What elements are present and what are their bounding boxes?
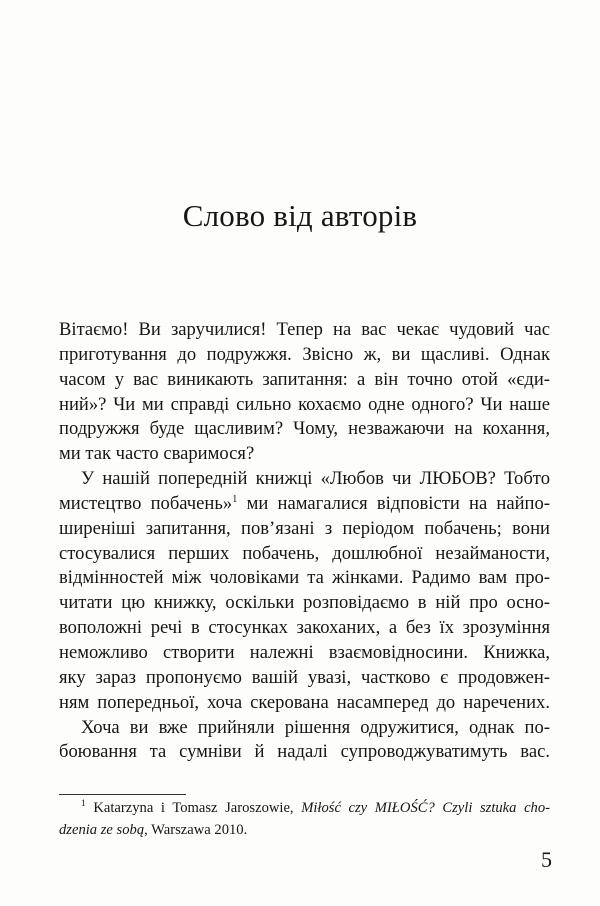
text-line: Вітаємо! Ви заручилися! Тепер на вас чекає чудовий час (59, 319, 550, 340)
text-fragment: ми намагалися відповісти на найпо- (246, 492, 550, 514)
footnote-divider (59, 794, 186, 795)
text-line: часом у вас виникають запитання: а він точно отой «єди- (59, 368, 550, 390)
footnote-authors: Katarzyna i Tomasz Jaroszowie, (93, 800, 294, 816)
text-line: У нашій попередній книжці «Любов чи ЛЮБОВ? Тобто (81, 468, 550, 490)
chapter-title: Слово від авторів (182, 198, 418, 233)
text-line: читати цю книжку, оскільки розповідаємо в ній про осно- (59, 592, 550, 614)
page-number: 5 (541, 847, 552, 872)
footnote-reference: 1 (232, 493, 238, 505)
text-line: приготування до подружжя. Звісно ж, ви щасливі. Однак (59, 343, 550, 365)
footnote-book-title: Miłość czy MIŁOŚĆ? Czyli sztuka cho- (301, 800, 550, 816)
text-line: подружжя буде щасливим? Чому, незважаючи на кохання, (59, 418, 550, 440)
text-line: ням попередньої, хоча скерована насамперед до наречених. (59, 691, 550, 713)
text-line: Хоча ви вже прийняли рішення одружитися, однак по- (81, 716, 550, 738)
footnote-book-title-cont: dzenia ze sobą (59, 821, 145, 838)
body-text (59, 318, 550, 765)
text-fragment: мистецтво побачень» (59, 492, 233, 514)
text-line: ми так часто сваримося? (59, 443, 255, 465)
footnote-line (59, 798, 550, 820)
footnote (59, 798, 550, 841)
text-line: боювання та сумніви й надалі супроводжуватимуть вас. (59, 741, 550, 763)
text-line: неможливо створити належні взаємовідносини. Книжка, (59, 641, 550, 663)
footnote-line (59, 820, 550, 842)
footnote-number: 1 (81, 799, 86, 809)
text-line: яку зараз пропонуємо вашій увазі, частково є продовжен- (59, 666, 550, 688)
text-line: стосувалися перших побачень, дошлюбної незайманости, (59, 542, 550, 564)
text-line-with-footnote (59, 492, 550, 517)
footnote-place-year: , Warszawa 2010. (144, 821, 248, 838)
text-line: відмінностей між чоловіками та жінками. Радимо вам про- (59, 567, 550, 589)
text-line: ний»? Чи ми справді сильно кохаємо одне одного? Чи наше (59, 393, 550, 415)
text-line: ширеніші запитання, пов’язані з періодом побачень; вони (59, 517, 550, 539)
text-line: воположні речі в стосунках закоханих, а без їх зрозуміння (59, 617, 550, 639)
